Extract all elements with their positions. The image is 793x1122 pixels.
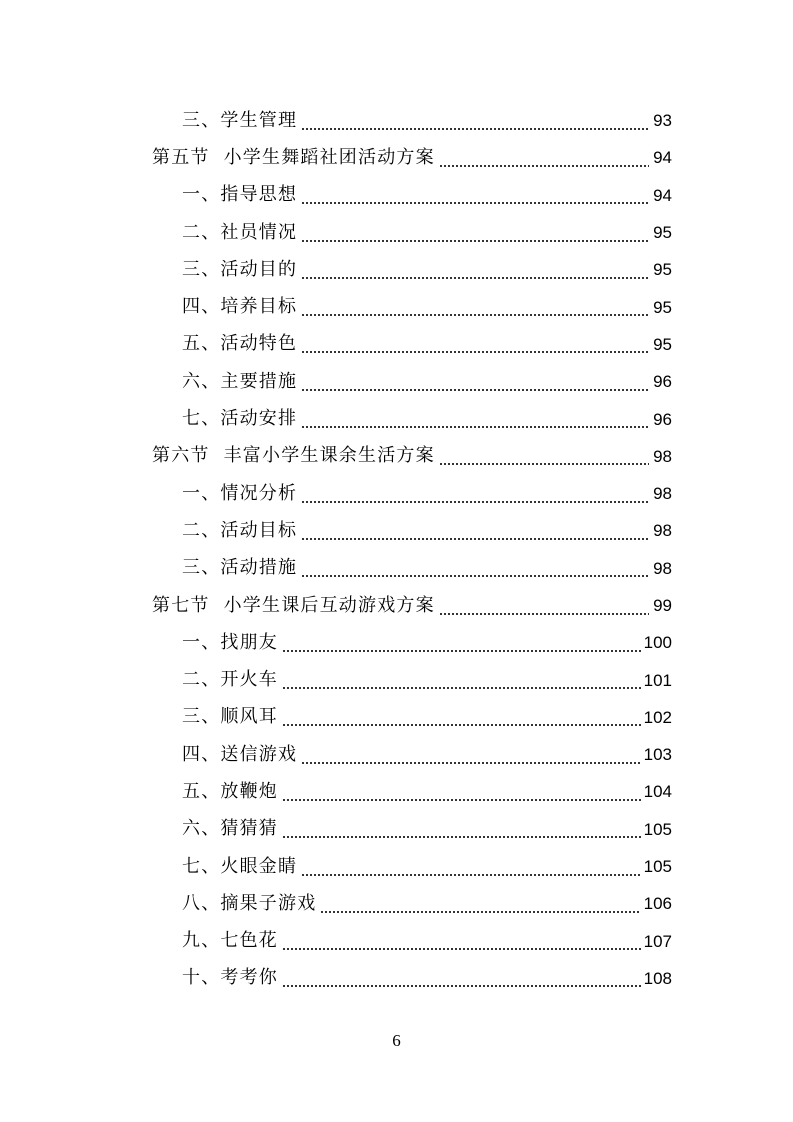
toc-page-number: 95 [653,223,672,243]
toc-page-number: 108 [643,968,672,988]
toc-page-number: 95 [653,260,672,280]
toc-entry[interactable] [0,736,793,773]
toc-entry[interactable] [0,885,793,922]
toc-page-number: 94 [653,148,672,168]
toc-entry[interactable] [0,288,793,325]
toc-page-number: 99 [653,596,672,615]
toc-entry[interactable] [0,177,793,214]
toc-page-number: 103 [643,745,672,765]
dot-leader [301,188,649,206]
toc-entry[interactable] [0,326,793,363]
dot-leader [320,897,640,915]
toc-entry-title: 七、火眼金睛 [182,855,298,877]
toc-page-number: 105 [643,819,672,839]
toc-entry[interactable] [0,960,793,997]
toc-entry[interactable] [0,102,793,139]
toc-entry[interactable] [0,661,793,698]
dot-leader [301,561,649,579]
toc-page-number: 96 [653,409,672,429]
toc-entry-title: 三、活动措施 [182,557,298,579]
toc-page-number: 93 [653,111,672,131]
toc-entry-title: 四、送信游戏 [182,743,298,765]
toc-page-number: 98 [653,558,672,578]
toc-entry-title: 三、顺风耳 [182,706,278,728]
dot-leader [282,822,641,840]
dot-leader [301,263,649,281]
toc-page-number: 98 [653,484,672,504]
dot-leader [439,449,649,467]
toc-entry-title: 三、学生管理 [182,109,298,131]
toc-entry-title: 三、活动目的 [182,258,298,280]
toc-page-number: 107 [643,931,672,951]
toc-entry-title: 小学生课后互动游戏方案 [223,594,435,616]
dot-leader [301,114,649,132]
toc-entry-title: 六、猜猜猜 [182,818,278,840]
table-of-contents [0,102,793,997]
dot-leader [301,300,649,318]
dot-leader [282,710,641,728]
toc-entry[interactable] [0,848,793,885]
toc-page-number: 101 [643,670,672,690]
toc-entry-title: 二、开火车 [182,669,278,691]
dot-leader [301,226,649,244]
dot-leader [301,337,649,355]
toc-entry-title: 一、指导思想 [182,184,298,206]
toc-entry[interactable] [0,251,793,288]
toc-entry-title: 二、活动目标 [182,519,298,541]
dot-leader [301,860,640,878]
toc-section-entry[interactable] [0,139,793,176]
section-number: 第七节 [152,594,210,616]
dot-leader [282,934,641,952]
dot-leader [282,785,641,803]
toc-entry-title: 五、活动特色 [182,333,298,355]
toc-entry[interactable] [0,624,793,661]
page-number: 6 [392,1031,401,1050]
toc-entry-title: 八、摘果子游戏 [182,892,317,914]
toc-entry-title: 五、放鞭炮 [182,780,278,802]
toc-entry-title: 二、社员情况 [182,221,298,243]
section-number: 第五节 [152,146,210,168]
toc-entry-title: 十、考考你 [182,967,278,989]
toc-entry-title: 四、培养目标 [182,296,298,318]
toc-page-number: 105 [643,857,672,877]
toc-page-number: 96 [653,372,672,392]
toc-page-number: 102 [643,707,672,727]
toc-entry[interactable] [0,923,793,960]
dot-leader [439,599,649,617]
dot-leader [301,524,649,542]
toc-entry[interactable] [0,475,793,512]
dot-leader [301,375,649,393]
toc-entry[interactable] [0,550,793,587]
toc-entry-title: 小学生舞蹈社团活动方案 [223,146,435,168]
toc-page-number: 95 [653,334,672,354]
toc-page-number: 100 [643,633,672,653]
dot-leader [282,971,641,989]
toc-entry-title: 九、七色花 [182,930,278,952]
toc-page-number: 94 [653,185,672,205]
toc-entry-title: 六、主要措施 [182,370,298,392]
toc-entry[interactable] [0,363,793,400]
toc-page-number: 98 [653,446,672,466]
toc-page-number: 95 [653,297,672,317]
toc-section-entry[interactable] [0,438,793,475]
toc-entry[interactable] [0,699,793,736]
toc-entry[interactable] [0,512,793,549]
dot-leader [439,151,649,169]
dot-leader [301,412,649,430]
toc-entry[interactable] [0,214,793,251]
toc-entry-title: 丰富小学生课余生活方案 [223,445,435,467]
toc-entry[interactable] [0,811,793,848]
toc-entry[interactable] [0,400,793,437]
dot-leader [282,636,641,654]
dot-leader [301,487,649,505]
toc-entry[interactable] [0,773,793,810]
dot-leader [301,748,640,766]
toc-entry-title: 一、情况分析 [182,482,298,504]
dot-leader [282,673,641,691]
toc-page-number: 106 [643,894,672,914]
toc-page-number: 98 [653,521,672,541]
toc-entry-title: 七、活动安排 [182,408,298,430]
toc-entry-title: 一、找朋友 [182,631,278,653]
toc-section-entry[interactable] [0,587,793,624]
section-number: 第六节 [152,445,210,467]
toc-page-number: 104 [643,782,672,802]
